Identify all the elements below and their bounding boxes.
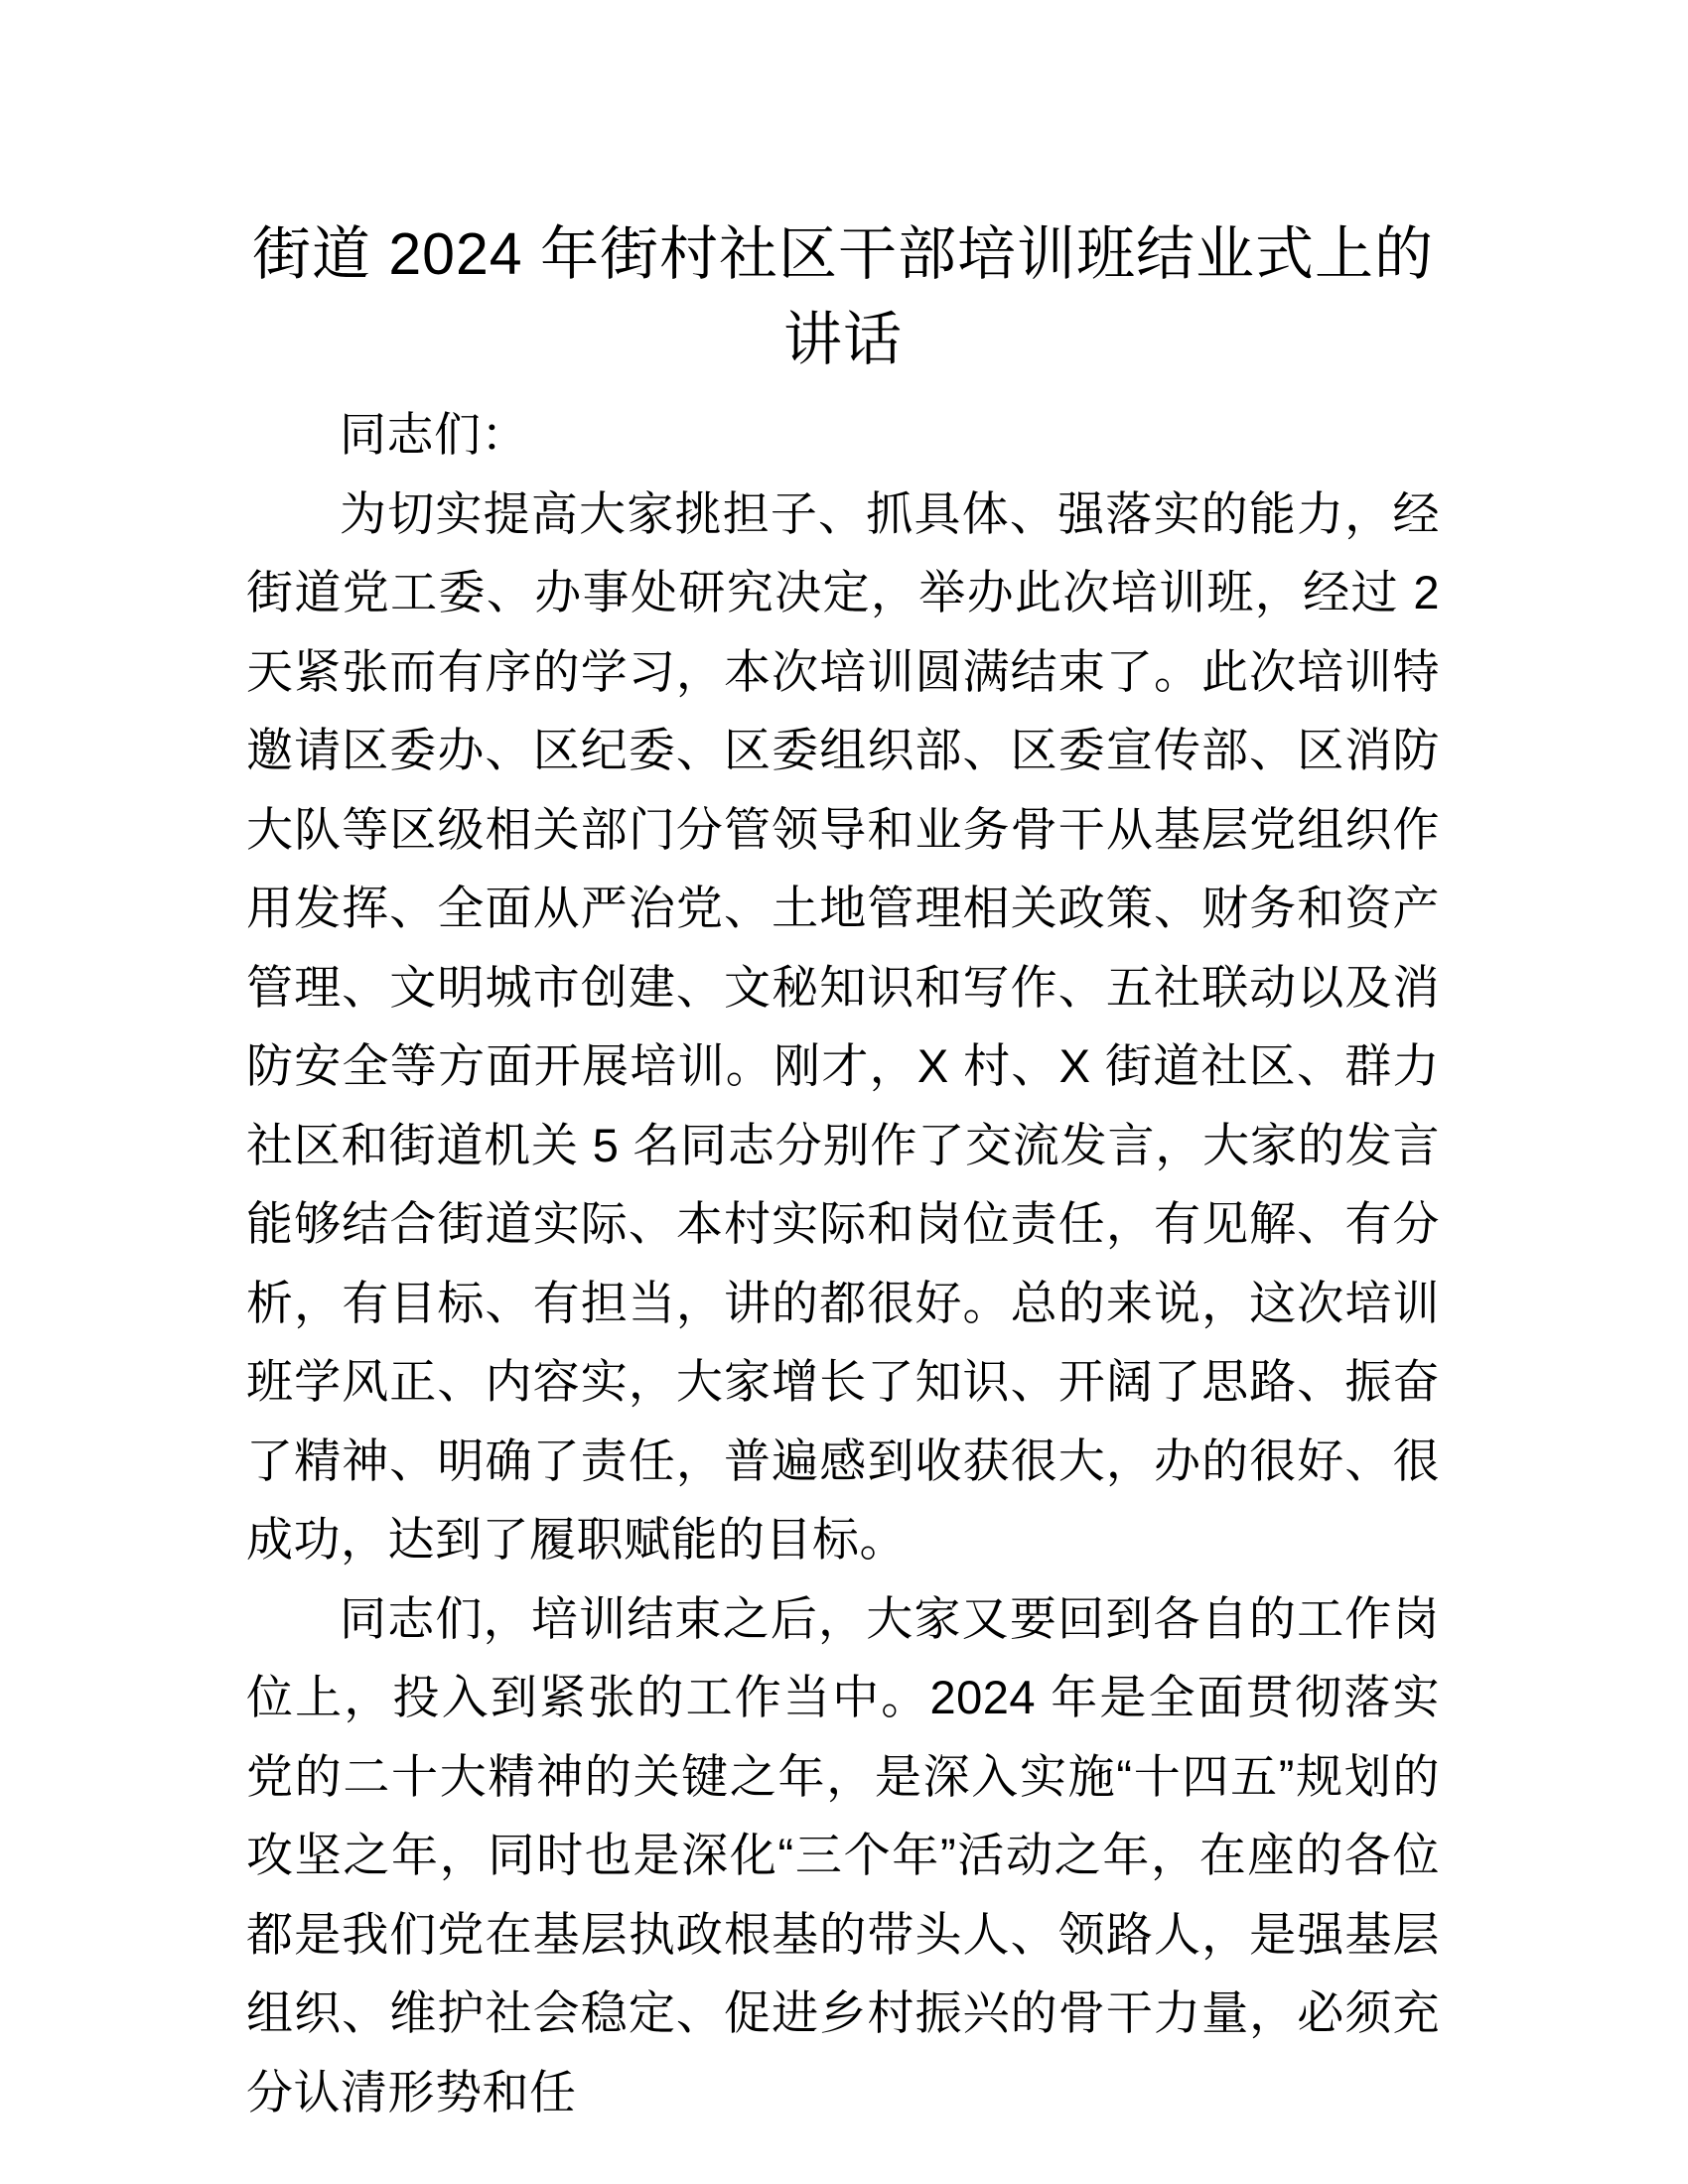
document-title: 街道 2024 年街村社区干部培训班结业式上的讲话: [251, 221, 1435, 372]
document-body: [246, 211, 1440, 2131]
paragraphs-container: [246, 395, 1440, 2131]
paragraph-3: 同志们，培训结束之后，大家又要回到各自的工作岗位上，投入到紧张的工作当中。2024 年是全面贯彻落实党的二十大精神的关键之年，是深入实施“十四五”规划的攻坚之年，同时也是深化“三个年”活动之年，在座的各位都是我们党在基层执政根基的带头人、领路人，是强基层组织、维护社会稳定、促进乡村振兴的骨干力量，必须充分认清形势和任: [246, 1591, 1440, 2118]
paragraph-2: 为切实提高大家挑担子、抓具体、强落实的能力，经街道党工委、办事处研究决定，举办此次培训班，经过 2 天紧张而有序的学习，本次培训圆满结束了。此次培训特邀请区委办、区纪委、区委组织部、区委宣传部、区消防大队等区级相关部门分管领导和业务骨干从基层党组织作用发挥、全面从严治党、土地管理相关政策、财务和资产管理、文明城市创建、文秘知识和写作、五社联动以及消防安全等方面开展培训。刚才，X 村、X 街道社区、群力社区和街道机关 5 名同志分别作了交流发言，大家的发言能够结合街道实际、本村实际和岗位责任，有见解、有分析，有目标、有担当，讲的都很好。总的来说，这次培训班学风正、内容实，大家增长了知识、开阔了思路、振奋了精神、明确了责任，普遍感到收获很大，办的很好、很成功，达到了履职赋能的目标。: [246, 486, 1440, 1566]
paragraph-1: 同志们：: [340, 408, 528, 461]
